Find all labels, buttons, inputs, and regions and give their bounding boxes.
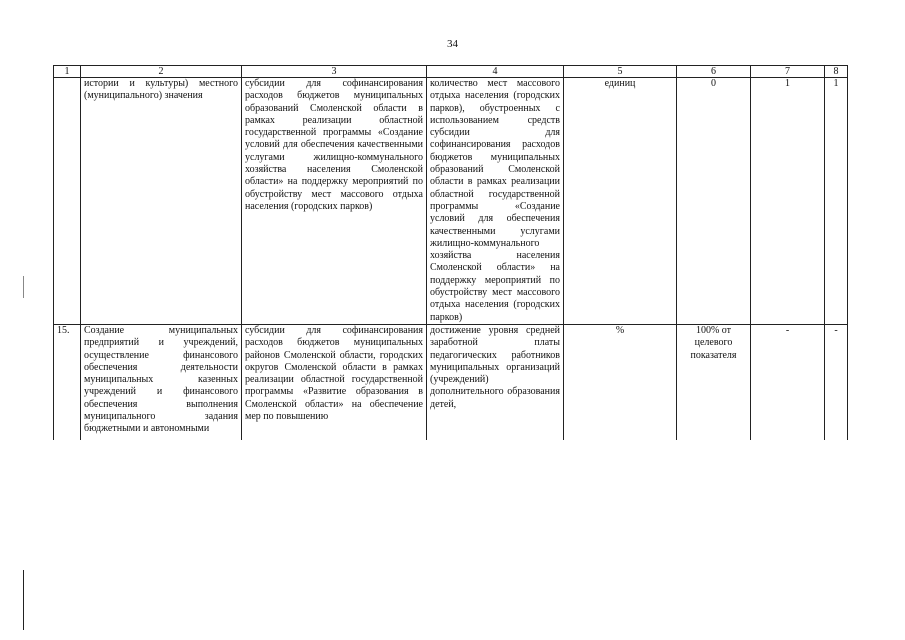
column-header: 8 (825, 66, 848, 78)
funding-source-text: субсидии для софинансирования расходов бюджетов муниципальных районов Смоленской области, городских округов Смоленской области в рамках реализации областной государственной программы «Развитие образования в Смоленской области» на обеспечение мер по повышению (245, 324, 423, 423)
activity-name-cell: истории и культуры) местного (муниципального) значения (81, 78, 242, 325)
column-number-row (54, 66, 848, 78)
funding-source-cell (242, 324, 427, 440)
column-header: 1 (54, 66, 81, 78)
unit-cell: % (564, 324, 677, 440)
value-cell-8: - (825, 324, 848, 440)
column-header: 5 (564, 66, 677, 78)
column-header: 7 (751, 66, 825, 78)
value-cell-8: 1 (825, 78, 848, 325)
column-header: 6 (677, 66, 751, 78)
unit-cell: единиц (564, 78, 677, 325)
table-row (54, 324, 848, 440)
page-number: 34 (447, 38, 458, 50)
value-cell-6: 0 (677, 78, 751, 325)
value-cell-6: 100% от целевого показателя (677, 324, 751, 440)
indicator-cell (427, 324, 564, 440)
value-cell-7: 1 (751, 78, 825, 325)
row-number-cell (54, 78, 81, 325)
scan-margin-line-bottom (23, 570, 24, 630)
column-header: 2 (81, 66, 242, 78)
indicator-cell: количество мест массового отдыха населения (городских парков), обустроенных с использованием средств субсидии для софинансирования расходов бюджетов муниципальных образований Смоленской области в рамках реализации областной государственной программы «Создание условий для обеспечения качественными услугами жилищно-коммунального хозяйства населения Смоленской области» на поддержку мероприятий по обустройству мест массового отдыха населения (городских парков) (427, 78, 564, 325)
column-header: 4 (427, 66, 564, 78)
activity-name-cell (81, 324, 242, 440)
program-table (53, 65, 848, 440)
row-number-cell: 15. (54, 324, 81, 440)
table-row (54, 78, 848, 325)
column-header: 3 (242, 66, 427, 78)
indicator-text: достижение уровня средней заработной платы педагогических работников муниципальных организаций (учреждений) дополнительного образования детей, (430, 324, 560, 410)
scan-margin-line (23, 276, 24, 298)
value-cell-7: - (751, 324, 825, 440)
activity-name-text: Создание муниципальных предприятий и учреждений, осуществление финансового обеспечения деятельности муниципальных казенных учреждений и финансового обеспечения выполнения муниципального задания бюджетными и автономными (84, 324, 238, 435)
funding-source-cell: субсидии для софинансирования расходов бюджетов муниципальных образований Смоленской области в рамках реализации областной государственной программы «Создание условий для обеспечения качественными услугами жилищно-коммунального хозяйства населения Смоленской области» на поддержку мероприятий по обустройству мест массового отдыха населения (городских парков) (242, 78, 427, 325)
